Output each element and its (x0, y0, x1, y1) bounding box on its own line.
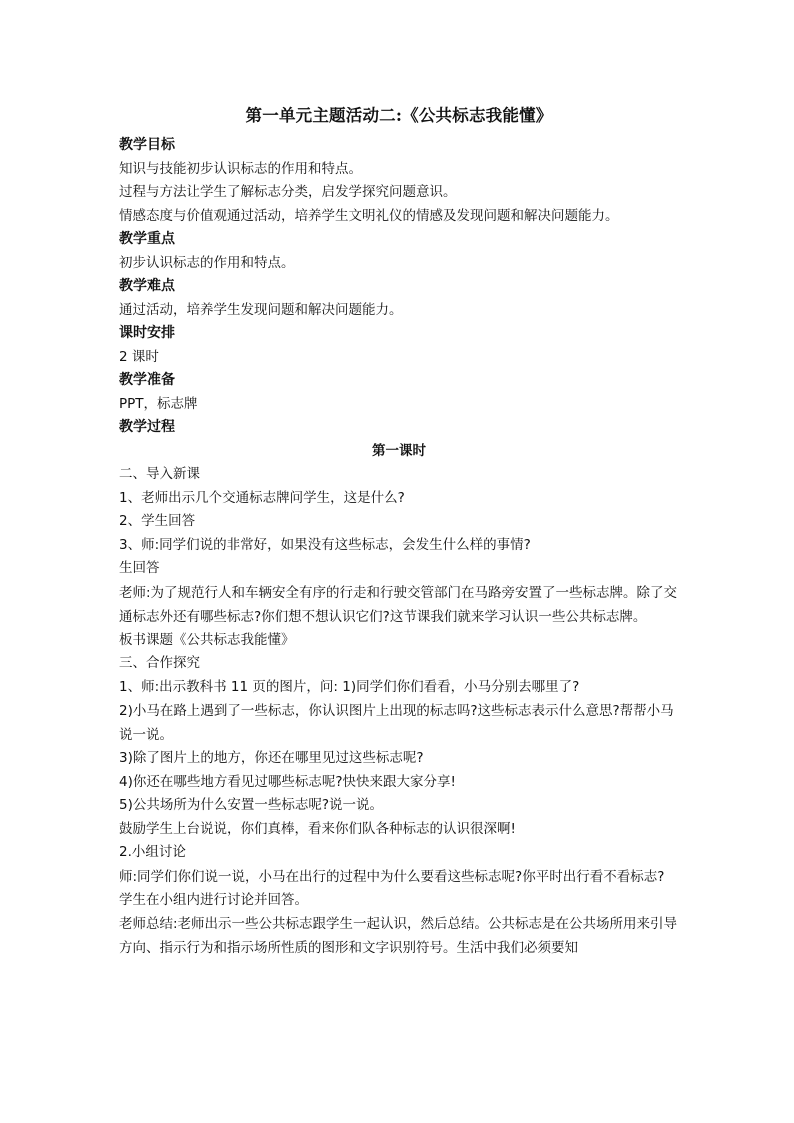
coop-question: 3)除了图片上的地方，你还在哪里见过这些标志呢? (119, 750, 424, 766)
intro-item: 1、老师出示几个交通标志牌问学生，这是什么? (119, 489, 405, 506)
intro-item: 3、师:同学们说的非常好，如果没有这些标志，会发生什么样的事情? (119, 536, 531, 553)
intro-item: 生回答 (119, 560, 160, 576)
objective-line: 情感态度与价值观通过活动，培养学生文明礼仪的情感及发现问题和解决问题能力。 (119, 207, 619, 224)
schedule-heading: 课时安排 (119, 325, 175, 341)
objective-line: 过程与方法让学生了解标志分类，启发学探究问题意识。 (119, 184, 457, 200)
key-points-text: 初步认识标志的作用和特点。 (119, 254, 295, 271)
group-question: 师:同学们你们说一说，小马在出行的过程中为什么要看这些标志呢?你平时出行看不看标志? (119, 868, 665, 885)
process-heading: 教学过程 (119, 419, 175, 435)
coop-question: 2)小马在路上遇到了一些标志，你认识图片上出现的标志吗?这些标志表示什么意思?帮帮小马说一说。 (119, 703, 674, 743)
difficulties-text: 通过活动，培养学生发现问题和解决问题能力。 (119, 301, 403, 318)
board-title: 板书课题《公共标志我能懂》 (119, 631, 295, 648)
document-page (119, 100, 679, 960)
group-answer: 学生在小组内进行讨论并回答。 (119, 891, 308, 908)
group-heading: 2.小组讨论 (119, 844, 186, 860)
key-points-heading: 教学重点 (119, 231, 175, 247)
intro-heading: 二、导入新课 (119, 466, 200, 482)
difficulties-heading: 教学难点 (119, 278, 175, 294)
objectives-heading: 教学目标 (119, 137, 175, 153)
coop-question: 5)公共场所为什么安置一些标志呢?说一说。 (119, 797, 384, 813)
teacher-intro-paragraph: 老师:为了规范行人和车辆安全有序的行走和行驶交管部门在马路旁安置了一些标志牌。除了交通标志外还有哪些标志?你们想不想认识它们?这节课我们就来学习认识一些公共标志牌。 (119, 584, 678, 625)
document-title: 第一单元主题活动二:《公共标志我能懂》 (245, 106, 553, 125)
summary-paragraph: 老师总结:老师出示一些公共标志跟学生一起认识，然后总结。公共标志是在公共场所用来引导方向、指示行为和指示场所性质的图形和文字识别符号。生活中我们必须要知 (119, 916, 678, 956)
coop-heading: 三、合作探究 (119, 655, 200, 671)
coop-question: 4)你还在哪些地方看见过哪些标志呢?快快来跟大家分享! (119, 773, 456, 790)
coop-question: 1、师:出示教科书 11 页的图片，问: 1)同学们你们看看，小马分别去哪里了? (119, 678, 580, 695)
lesson-one-title: 第一课时 (372, 442, 426, 459)
schedule-text: 2 课时 (119, 348, 159, 365)
intro-item: 2、学生回答 (119, 513, 196, 529)
prep-heading: 教学准备 (119, 372, 175, 388)
objective-line: 知识与技能初步认识标志的作用和特点。 (119, 160, 362, 177)
prep-text: PPT，标志牌 (119, 395, 198, 412)
encourage-text: 鼓励学生上台说说，你们真棒，看来你们队各种标志的认识很深啊! (119, 820, 516, 837)
